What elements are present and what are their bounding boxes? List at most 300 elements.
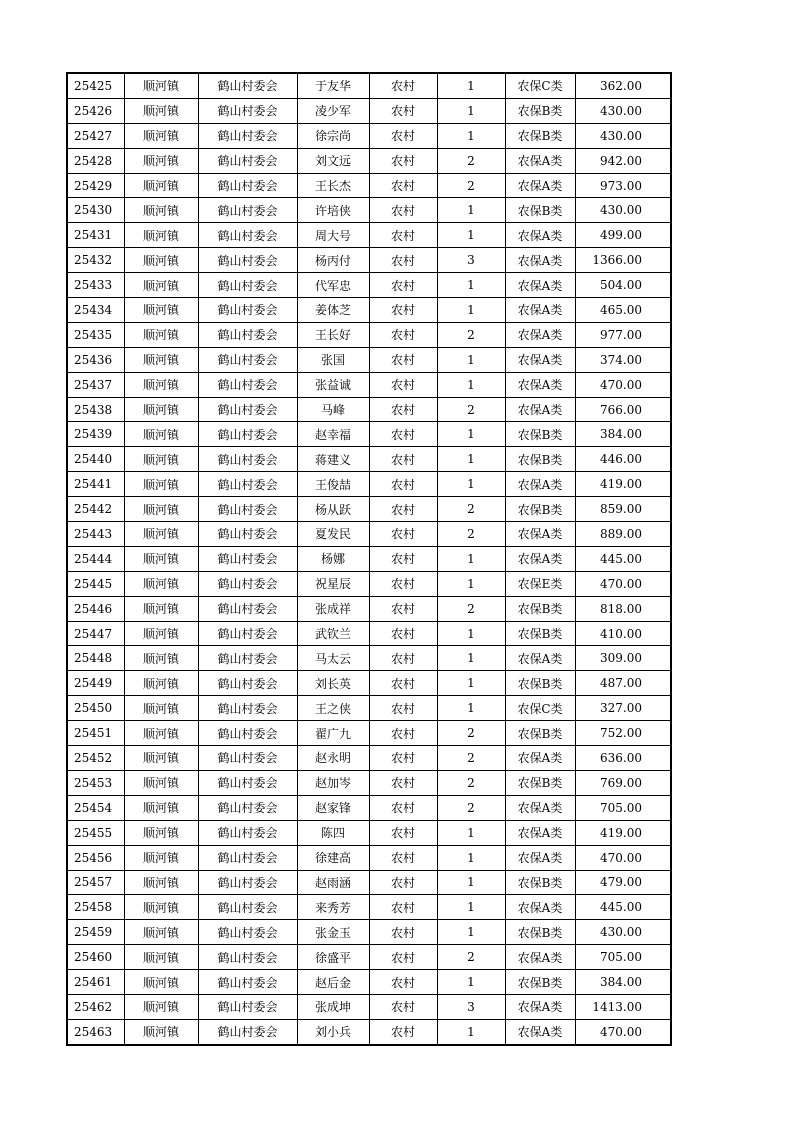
record-id-cell: 25446 [67, 596, 124, 621]
area-type-cell: 农村 [369, 223, 437, 248]
table-row [67, 422, 671, 447]
town-cell: 顺河镇 [124, 73, 198, 98]
person-name-cell: 刘长英 [297, 671, 369, 696]
town-cell: 顺河镇 [124, 795, 198, 820]
table-row [67, 721, 671, 746]
town-cell: 顺河镇 [124, 746, 198, 771]
household-count-cell: 1 [437, 422, 505, 447]
table-row [67, 845, 671, 870]
amount-cell: 504.00 [575, 273, 671, 298]
record-id-cell: 25431 [67, 223, 124, 248]
town-cell: 顺河镇 [124, 397, 198, 422]
table-row [67, 870, 671, 895]
record-id-cell: 25462 [67, 994, 124, 1019]
household-count-cell: 1 [437, 198, 505, 223]
amount-cell: 470.00 [575, 571, 671, 596]
household-count-cell: 1 [437, 970, 505, 995]
household-count-cell: 1 [437, 920, 505, 945]
town-cell: 顺河镇 [124, 621, 198, 646]
person-name-cell: 许培侠 [297, 198, 369, 223]
village-committee-cell: 鹤山村委会 [198, 173, 297, 198]
amount-cell: 499.00 [575, 223, 671, 248]
household-count-cell: 2 [437, 173, 505, 198]
town-cell: 顺河镇 [124, 970, 198, 995]
table-row [67, 472, 671, 497]
area-type-cell: 农村 [369, 148, 437, 173]
table-row [67, 1019, 671, 1044]
table-row [67, 223, 671, 248]
amount-cell: 374.00 [575, 347, 671, 372]
person-name-cell: 徐盛平 [297, 945, 369, 970]
person-name-cell: 蒋建义 [297, 447, 369, 472]
table-row [67, 920, 671, 945]
person-name-cell: 王俊喆 [297, 472, 369, 497]
person-name-cell: 杨丙付 [297, 248, 369, 273]
town-cell: 顺河镇 [124, 123, 198, 148]
village-committee-cell: 鹤山村委会 [198, 895, 297, 920]
insurance-class-cell: 农保A类 [505, 347, 575, 372]
village-committee-cell: 鹤山村委会 [198, 970, 297, 995]
table-row [67, 397, 671, 422]
town-cell: 顺河镇 [124, 571, 198, 596]
record-id-cell: 25459 [67, 920, 124, 945]
town-cell: 顺河镇 [124, 497, 198, 522]
household-count-cell: 2 [437, 322, 505, 347]
household-count-cell: 2 [437, 397, 505, 422]
village-committee-cell: 鹤山村委会 [198, 795, 297, 820]
village-committee-cell: 鹤山村委会 [198, 671, 297, 696]
table-row [67, 770, 671, 795]
area-type-cell: 农村 [369, 248, 437, 273]
record-id-cell: 25448 [67, 646, 124, 671]
record-id-cell: 25453 [67, 770, 124, 795]
amount-cell: 465.00 [575, 298, 671, 323]
person-name-cell: 赵家锋 [297, 795, 369, 820]
insurance-class-cell: 农保A类 [505, 273, 575, 298]
insurance-class-cell: 农保A类 [505, 397, 575, 422]
village-committee-cell: 鹤山村委会 [198, 1019, 297, 1044]
village-committee-cell: 鹤山村委会 [198, 994, 297, 1019]
village-committee-cell: 鹤山村委会 [198, 223, 297, 248]
town-cell: 顺河镇 [124, 646, 198, 671]
person-name-cell: 夏发民 [297, 522, 369, 547]
area-type-cell: 农村 [369, 596, 437, 621]
amount-cell: 859.00 [575, 497, 671, 522]
person-name-cell: 周大号 [297, 223, 369, 248]
person-name-cell: 赵雨涵 [297, 870, 369, 895]
area-type-cell: 农村 [369, 895, 437, 920]
town-cell: 顺河镇 [124, 347, 198, 372]
village-committee-cell: 鹤山村委会 [198, 522, 297, 547]
area-type-cell: 农村 [369, 845, 437, 870]
village-committee-cell: 鹤山村委会 [198, 372, 297, 397]
town-cell: 顺河镇 [124, 472, 198, 497]
record-id-cell: 25426 [67, 98, 124, 123]
insurance-class-cell: 农保B类 [505, 422, 575, 447]
insurance-class-cell: 农保A类 [505, 895, 575, 920]
household-count-cell: 2 [437, 746, 505, 771]
amount-cell: 766.00 [575, 397, 671, 422]
person-name-cell: 武钦兰 [297, 621, 369, 646]
amount-cell: 705.00 [575, 795, 671, 820]
area-type-cell: 农村 [369, 870, 437, 895]
record-id-cell: 25454 [67, 795, 124, 820]
person-name-cell: 张成祥 [297, 596, 369, 621]
record-id-cell: 25452 [67, 746, 124, 771]
insurance-class-cell: 农保B类 [505, 770, 575, 795]
town-cell: 顺河镇 [124, 1019, 198, 1044]
insurance-class-cell: 农保A类 [505, 845, 575, 870]
insurance-class-cell: 农保C类 [505, 73, 575, 98]
amount-cell: 479.00 [575, 870, 671, 895]
area-type-cell: 农村 [369, 571, 437, 596]
household-count-cell: 2 [437, 148, 505, 173]
amount-cell: 410.00 [575, 621, 671, 646]
area-type-cell: 农村 [369, 994, 437, 1019]
table-row [67, 322, 671, 347]
town-cell: 顺河镇 [124, 994, 198, 1019]
village-committee-cell: 鹤山村委会 [198, 73, 297, 98]
amount-cell: 636.00 [575, 746, 671, 771]
insurance-class-cell: 农保B类 [505, 621, 575, 646]
amount-cell: 977.00 [575, 322, 671, 347]
household-count-cell: 1 [437, 845, 505, 870]
table-row [67, 970, 671, 995]
person-name-cell: 代军忠 [297, 273, 369, 298]
town-cell: 顺河镇 [124, 522, 198, 547]
table-row [67, 248, 671, 273]
insurance-class-cell: 农保A类 [505, 248, 575, 273]
person-name-cell: 凌少军 [297, 98, 369, 123]
village-committee-cell: 鹤山村委会 [198, 273, 297, 298]
record-id-cell: 25440 [67, 447, 124, 472]
amount-cell: 430.00 [575, 920, 671, 945]
insurance-class-cell: 农保A类 [505, 746, 575, 771]
table-row [67, 621, 671, 646]
table-row [67, 820, 671, 845]
person-name-cell: 刘文远 [297, 148, 369, 173]
table-row [67, 945, 671, 970]
insurance-class-cell: 农保B类 [505, 497, 575, 522]
village-committee-cell: 鹤山村委会 [198, 646, 297, 671]
area-type-cell: 农村 [369, 1019, 437, 1044]
amount-cell: 384.00 [575, 422, 671, 447]
household-count-cell: 2 [437, 945, 505, 970]
household-count-cell: 2 [437, 596, 505, 621]
town-cell: 顺河镇 [124, 770, 198, 795]
area-type-cell: 农村 [369, 671, 437, 696]
area-type-cell: 农村 [369, 820, 437, 845]
household-count-cell: 1 [437, 223, 505, 248]
table-row [67, 522, 671, 547]
area-type-cell: 农村 [369, 298, 437, 323]
town-cell: 顺河镇 [124, 820, 198, 845]
village-committee-cell: 鹤山村委会 [198, 546, 297, 571]
insurance-class-cell: 农保E类 [505, 571, 575, 596]
insurance-class-cell: 农保A类 [505, 298, 575, 323]
insurance-class-cell: 农保A类 [505, 173, 575, 198]
amount-cell: 470.00 [575, 372, 671, 397]
amount-cell: 384.00 [575, 970, 671, 995]
household-count-cell: 1 [437, 571, 505, 596]
town-cell: 顺河镇 [124, 98, 198, 123]
record-id-cell: 25441 [67, 472, 124, 497]
record-id-cell: 25438 [67, 397, 124, 422]
town-cell: 顺河镇 [124, 721, 198, 746]
person-name-cell: 翟广九 [297, 721, 369, 746]
record-id-cell: 25442 [67, 497, 124, 522]
insurance-class-cell: 农保B类 [505, 447, 575, 472]
insurance-class-cell: 农保A类 [505, 372, 575, 397]
town-cell: 顺河镇 [124, 372, 198, 397]
insurance-class-cell: 农保B类 [505, 198, 575, 223]
record-id-cell: 25427 [67, 123, 124, 148]
data-table [66, 72, 672, 1046]
household-count-cell: 1 [437, 347, 505, 372]
area-type-cell: 农村 [369, 472, 437, 497]
table-row [67, 646, 671, 671]
table-row [67, 173, 671, 198]
area-type-cell: 农村 [369, 721, 437, 746]
insurance-class-cell: 农保A类 [505, 148, 575, 173]
household-count-cell: 1 [437, 621, 505, 646]
person-name-cell: 杨娜 [297, 546, 369, 571]
area-type-cell: 农村 [369, 770, 437, 795]
village-committee-cell: 鹤山村委会 [198, 298, 297, 323]
record-id-cell: 25428 [67, 148, 124, 173]
insurance-class-cell: 农保A类 [505, 472, 575, 497]
record-id-cell: 25437 [67, 372, 124, 397]
person-name-cell: 张国 [297, 347, 369, 372]
village-committee-cell: 鹤山村委会 [198, 621, 297, 646]
table-row [67, 347, 671, 372]
insurance-class-cell: 农保A类 [505, 322, 575, 347]
insurance-class-cell: 农保A类 [505, 1019, 575, 1044]
area-type-cell: 农村 [369, 746, 437, 771]
town-cell: 顺河镇 [124, 322, 198, 347]
record-id-cell: 25450 [67, 696, 124, 721]
insurance-class-cell: 农保B类 [505, 920, 575, 945]
insurance-class-cell: 农保A类 [505, 546, 575, 571]
village-committee-cell: 鹤山村委会 [198, 347, 297, 372]
village-committee-cell: 鹤山村委会 [198, 422, 297, 447]
insurance-class-cell: 农保A类 [505, 223, 575, 248]
household-count-cell: 2 [437, 721, 505, 746]
record-id-cell: 25461 [67, 970, 124, 995]
household-count-cell: 1 [437, 1019, 505, 1044]
insurance-class-cell: 农保A类 [505, 820, 575, 845]
record-id-cell: 25456 [67, 845, 124, 870]
amount-cell: 705.00 [575, 945, 671, 970]
table-body [67, 73, 671, 1045]
area-type-cell: 农村 [369, 546, 437, 571]
table-row [67, 546, 671, 571]
table-row [67, 895, 671, 920]
town-cell: 顺河镇 [124, 671, 198, 696]
area-type-cell: 农村 [369, 273, 437, 298]
village-committee-cell: 鹤山村委会 [198, 945, 297, 970]
town-cell: 顺河镇 [124, 298, 198, 323]
table-row [67, 596, 671, 621]
area-type-cell: 农村 [369, 522, 437, 547]
household-count-cell: 1 [437, 298, 505, 323]
area-type-cell: 农村 [369, 347, 437, 372]
amount-cell: 470.00 [575, 845, 671, 870]
record-id-cell: 25443 [67, 522, 124, 547]
area-type-cell: 农村 [369, 970, 437, 995]
person-name-cell: 赵后金 [297, 970, 369, 995]
person-name-cell: 来秀芳 [297, 895, 369, 920]
record-id-cell: 25429 [67, 173, 124, 198]
table-row [67, 696, 671, 721]
village-committee-cell: 鹤山村委会 [198, 123, 297, 148]
amount-cell: 942.00 [575, 148, 671, 173]
record-id-cell: 25434 [67, 298, 124, 323]
person-name-cell: 赵加岑 [297, 770, 369, 795]
amount-cell: 1366.00 [575, 248, 671, 273]
area-type-cell: 农村 [369, 920, 437, 945]
person-name-cell: 马峰 [297, 397, 369, 422]
amount-cell: 430.00 [575, 123, 671, 148]
insurance-class-cell: 农保B类 [505, 596, 575, 621]
town-cell: 顺河镇 [124, 546, 198, 571]
person-name-cell: 王之侠 [297, 696, 369, 721]
record-id-cell: 25432 [67, 248, 124, 273]
table-row [67, 198, 671, 223]
village-committee-cell: 鹤山村委会 [198, 696, 297, 721]
insurance-class-cell: 农保A类 [505, 795, 575, 820]
record-id-cell: 25425 [67, 73, 124, 98]
town-cell: 顺河镇 [124, 422, 198, 447]
record-id-cell: 25447 [67, 621, 124, 646]
insurance-class-cell: 农保B类 [505, 721, 575, 746]
table-row [67, 795, 671, 820]
amount-cell: 419.00 [575, 472, 671, 497]
person-name-cell: 张金玉 [297, 920, 369, 945]
household-count-cell: 1 [437, 123, 505, 148]
record-id-cell: 25457 [67, 870, 124, 895]
area-type-cell: 农村 [369, 447, 437, 472]
table-row [67, 671, 671, 696]
area-type-cell: 农村 [369, 322, 437, 347]
village-committee-cell: 鹤山村委会 [198, 596, 297, 621]
table-row [67, 497, 671, 522]
village-committee-cell: 鹤山村委会 [198, 98, 297, 123]
person-name-cell: 张益诚 [297, 372, 369, 397]
area-type-cell: 农村 [369, 98, 437, 123]
record-id-cell: 25439 [67, 422, 124, 447]
table-row [67, 994, 671, 1019]
household-count-cell: 1 [437, 696, 505, 721]
village-committee-cell: 鹤山村委会 [198, 472, 297, 497]
area-type-cell: 农村 [369, 646, 437, 671]
record-id-cell: 25451 [67, 721, 124, 746]
insurance-class-cell: 农保B类 [505, 98, 575, 123]
village-committee-cell: 鹤山村委会 [198, 148, 297, 173]
record-id-cell: 25463 [67, 1019, 124, 1044]
person-name-cell: 祝星辰 [297, 571, 369, 596]
record-id-cell: 25455 [67, 820, 124, 845]
household-count-cell: 1 [437, 671, 505, 696]
town-cell: 顺河镇 [124, 845, 198, 870]
table-row [67, 746, 671, 771]
record-id-cell: 25435 [67, 322, 124, 347]
household-count-cell: 1 [437, 870, 505, 895]
town-cell: 顺河镇 [124, 148, 198, 173]
insurance-class-cell: 农保C类 [505, 696, 575, 721]
person-name-cell: 张成坤 [297, 994, 369, 1019]
village-committee-cell: 鹤山村委会 [198, 397, 297, 422]
area-type-cell: 农村 [369, 422, 437, 447]
household-count-cell: 2 [437, 497, 505, 522]
amount-cell: 487.00 [575, 671, 671, 696]
town-cell: 顺河镇 [124, 447, 198, 472]
amount-cell: 430.00 [575, 198, 671, 223]
household-count-cell: 1 [437, 472, 505, 497]
household-count-cell: 1 [437, 372, 505, 397]
household-count-cell: 1 [437, 73, 505, 98]
household-count-cell: 1 [437, 447, 505, 472]
town-cell: 顺河镇 [124, 173, 198, 198]
amount-cell: 470.00 [575, 1019, 671, 1044]
person-name-cell: 陈四 [297, 820, 369, 845]
person-name-cell: 赵永明 [297, 746, 369, 771]
table-row [67, 148, 671, 173]
person-name-cell: 赵幸福 [297, 422, 369, 447]
village-committee-cell: 鹤山村委会 [198, 322, 297, 347]
village-committee-cell: 鹤山村委会 [198, 721, 297, 746]
insurance-class-cell: 农保A类 [505, 994, 575, 1019]
area-type-cell: 农村 [369, 173, 437, 198]
area-type-cell: 农村 [369, 397, 437, 422]
amount-cell: 973.00 [575, 173, 671, 198]
town-cell: 顺河镇 [124, 596, 198, 621]
town-cell: 顺河镇 [124, 945, 198, 970]
amount-cell: 1413.00 [575, 994, 671, 1019]
person-name-cell: 王长好 [297, 322, 369, 347]
household-count-cell: 2 [437, 522, 505, 547]
household-count-cell: 1 [437, 98, 505, 123]
amount-cell: 445.00 [575, 895, 671, 920]
village-committee-cell: 鹤山村委会 [198, 248, 297, 273]
village-committee-cell: 鹤山村委会 [198, 198, 297, 223]
amount-cell: 309.00 [575, 646, 671, 671]
person-name-cell: 姜体芝 [297, 298, 369, 323]
amount-cell: 362.00 [575, 73, 671, 98]
table-row [67, 372, 671, 397]
record-id-cell: 25460 [67, 945, 124, 970]
insurance-class-cell: 农保A类 [505, 646, 575, 671]
town-cell: 顺河镇 [124, 223, 198, 248]
person-name-cell: 刘小兵 [297, 1019, 369, 1044]
town-cell: 顺河镇 [124, 895, 198, 920]
record-id-cell: 25445 [67, 571, 124, 596]
record-id-cell: 25436 [67, 347, 124, 372]
amount-cell: 769.00 [575, 770, 671, 795]
insurance-class-cell: 农保B类 [505, 671, 575, 696]
village-committee-cell: 鹤山村委会 [198, 920, 297, 945]
household-count-cell: 2 [437, 795, 505, 820]
person-name-cell: 徐建高 [297, 845, 369, 870]
household-count-cell: 3 [437, 248, 505, 273]
household-count-cell: 1 [437, 820, 505, 845]
household-count-cell: 1 [437, 273, 505, 298]
household-count-cell: 1 [437, 546, 505, 571]
area-type-cell: 农村 [369, 198, 437, 223]
record-id-cell: 25449 [67, 671, 124, 696]
record-id-cell: 25430 [67, 198, 124, 223]
town-cell: 顺河镇 [124, 920, 198, 945]
